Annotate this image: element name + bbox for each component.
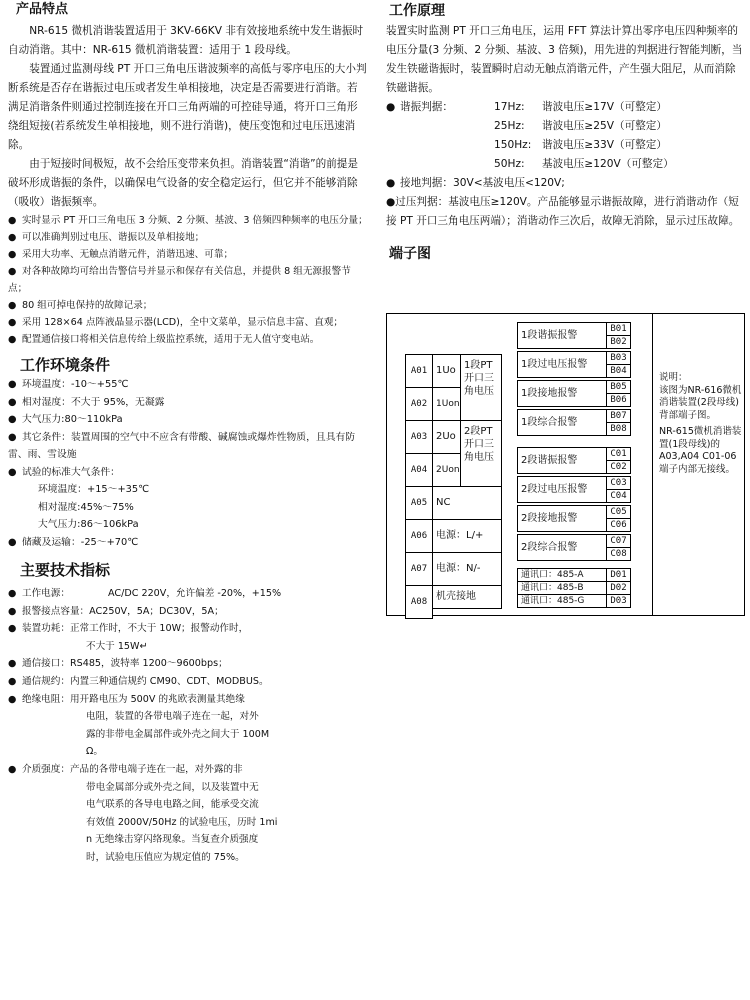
spec-row: ● 报警接点容量： AC250V，5A；DC30V，5A； <box>8 605 224 617</box>
terminal-d02: D02 <box>606 581 631 595</box>
terminal-a04: A04 <box>405 453 433 487</box>
b-group-3: 1段接地报警 <box>517 380 607 407</box>
b-group-4: 1段综合报警 <box>517 409 607 436</box>
list-item: ● 对各种故障均可给出告警信号并显示和保存有关信息，并提供 8 组无源报警节点； <box>8 266 351 294</box>
d-row-1: 通讯口：485-A <box>517 568 607 582</box>
terminal-a01: A01 <box>405 354 433 388</box>
env-title: 工作环境条件 <box>20 356 111 374</box>
terminal-title: 端子图 <box>389 246 431 262</box>
right-column <box>386 0 744 265</box>
list-item: ● 采用 128×64 点阵液晶显示器(LCD)，全中文菜单，显示信息丰富、直观； <box>8 317 344 328</box>
spec-row: ● 装置功耗： 正常工作时，不大于 10W；报警动作时， <box>8 623 249 635</box>
terminal-diagram <box>386 313 745 616</box>
terminal-b07: B07 <box>606 409 631 423</box>
spec-row: 带电金属部分或外壳之间，以及装置中无 <box>86 781 259 793</box>
features-para-3: 由于短接时间极短，故不会给压变带来负担。消谐装置“消谐”的前提是破坏形成谐振的条件，以确保电气设备的安全稳定运行，但它并不能够消除（吸收）谐振频率。 <box>8 158 358 208</box>
b-group-1: 1段谐振报警 <box>517 322 607 349</box>
spec-row: ● 通信接口： RS485，波特率 1200～9600bps； <box>8 658 228 670</box>
terminal-c04: C04 <box>606 489 631 503</box>
terminal-a02-name: 1Uon <box>432 387 461 421</box>
terminal-a06: A06 <box>405 519 433 553</box>
list-item: ● 大气压力:80～110kPa <box>8 414 123 425</box>
features-para-2: 装置通过监测母线 PT 开口三角电压谐波频率的高低与零序电压的大小判断系统是否存在谐振过电压或者发生单相接地，决定是否需要进行消谐。若满足消谐条件则通过控制连接在开口三角两端的可控硅导通，将开口三角形绕组短接(若系统发生单相接地，则不进行消谐)，使压变饱和过电压迅速消除。 <box>8 63 367 151</box>
terminal-a08-name: 机壳接地 <box>432 585 502 609</box>
terminal-a03-name: 2Uo <box>432 420 461 454</box>
spec-row: 不大于 15W↵ <box>86 640 148 652</box>
terminal-b02: B02 <box>606 335 631 349</box>
spec-row: ● 工作电源： AC/DC 220V，允许偏差 -20%，+15% <box>8 588 282 599</box>
list-item: ● 实时显示 PT 开口三角电压 3 分频、2 分频、基波、3 倍频四种频率的电压分量； <box>8 215 368 226</box>
c-group-2: 2段过电压报警 <box>517 476 607 503</box>
terminal-a07: A07 <box>405 552 433 586</box>
spec-list <box>8 585 368 867</box>
terminal-d01: D01 <box>606 568 631 582</box>
pt2-label: 2段PT开口三角电压 <box>460 420 502 487</box>
b-group-2: 1段过电压报警 <box>517 351 607 378</box>
c-group-4: 2段综合报警 <box>517 534 607 561</box>
terminal-c05: C05 <box>606 505 631 519</box>
c-group-1: 2段谐振报警 <box>517 447 607 474</box>
terminal-c07: C07 <box>606 534 631 548</box>
terminal-a02: A02 <box>405 387 433 421</box>
resonance-criteria: ● 谐振判据： 17Hz: 谐波电压≥17V（可整定） 25Hz: 谐波电压≥25V（可整定） 150Hz: 谐波电压≥33V（可整定） 50Hz: 基波电压≥120V（可整定） <box>386 101 674 170</box>
spec-row: Ω。 <box>86 746 103 758</box>
terminal-a06-name: 电源：L/+ <box>432 519 502 553</box>
ground-criteria: ● 接地判据：30V<基波电压<120V; <box>386 177 565 189</box>
list-item: ● 其它条件：装置周围的空气中不应含有带酸、碱腐蚀或爆炸性物质，且具有防雷、雨、雪设施 <box>8 431 356 460</box>
terminal-a07-name: 电源：N/- <box>432 552 502 586</box>
list-item: ● 储藏及运输：-25～+70℃ <box>8 536 139 548</box>
terminal-a08: A08 <box>405 585 433 619</box>
terminal-b06: B06 <box>606 393 631 407</box>
spec-row: 电气联系的各导电电路之间，能承受交流 <box>86 799 259 811</box>
diagram-note: 说明： 该图为NR-616微机消谐装置(2段母线)背部端子图。 NR-615微机消谐装置(1段母线)的A03,A04 C01-06端子内部无接线。 <box>659 372 742 475</box>
env-list <box>8 376 368 551</box>
terminal-a03: A03 <box>405 420 433 454</box>
principle-title: 工作原理 <box>389 3 445 19</box>
spec-row: ● 介质强度： 产品的各带电端子连在一起，对外露的非 <box>8 763 243 775</box>
terminal-c02: C02 <box>606 460 631 474</box>
terminal-b03: B03 <box>606 351 631 365</box>
list-item: ● 80 组可掉电保持的故障记录； <box>8 300 153 311</box>
list-item: ● 试验的标准大气条件： <box>8 466 120 478</box>
terminal-c08: C08 <box>606 547 631 561</box>
principle-para: 装置实时监测 PT 开口三角电压，运用 FFT 算法计算出零序电压四种频率的电压分量(3 分频、2 分频、基波、3 倍频)，用先进的判据进行智能判断，当发生铁磁谐振时，装置瞬时启动无触点消谐元件，产生强大阻尼，从而消除铁磁谐振。 <box>386 25 743 94</box>
terminal-a05: A05 <box>405 486 433 520</box>
env-sub-item: 大气压力:86～106kPa <box>38 519 139 530</box>
terminal-b01: B01 <box>606 322 631 336</box>
features-list <box>8 212 368 348</box>
spec-title: 主要技术指标 <box>20 561 111 579</box>
pt1-label: 1段PT开口三角电压 <box>460 354 502 421</box>
terminal-b05: B05 <box>606 380 631 394</box>
list-item: ● 配置通信接口将相关信息传给上级监控系统，适用于无人值守变电站。 <box>8 334 320 345</box>
spec-row: 电阻，装置的各带电端子连在一起，对外 <box>86 711 259 723</box>
list-item: ● 相对湿度：不大于 95%，无凝露 <box>8 396 165 408</box>
terminal-b04: B04 <box>606 364 631 378</box>
spec-row: 时，试验电压值应为规定值的 75%。 <box>86 851 245 863</box>
d-row-3: 通讯口：485-G <box>517 594 607 608</box>
terminal-c06: C06 <box>606 518 631 532</box>
env-sub-item: 相对湿度:45%～75% <box>38 501 134 513</box>
env-sub-item: 环境温度：+15～+35℃ <box>38 484 150 495</box>
list-item: ● 环境温度：-10～+55℃ <box>8 379 129 390</box>
c-group-3: 2段接地报警 <box>517 505 607 532</box>
spec-row: ● 通信规约： 内置三种通信规约 CM90、CDT、MODBUS。 <box>8 675 269 687</box>
d-row-2: 通讯口：485-B <box>517 581 607 595</box>
terminal-d03: D03 <box>606 594 631 608</box>
terminal-a04-name: 2Uon <box>432 453 461 487</box>
list-item: ● 可以准确判别过电压、谐振以及单相接地； <box>8 232 205 243</box>
list-item: ● 采用大功率、无触点消谐元件，消谐迅速、可靠； <box>8 249 234 260</box>
terminal-a01-name: 1Uo <box>432 354 461 388</box>
spec-row: 有效值 2000V/50Hz 的试验电压，历时 1mi <box>86 816 278 828</box>
spec-row: 露的非带电金属部件或外壳之间大于 100M <box>86 728 270 740</box>
features-para-1: NR-615 微机消谐装置适用于 3KV-66KV 非有效接地系统中发生谐振时自动消谐。其中：NR-615 微机消谐装置：适用于 1 段母线。 <box>8 25 364 56</box>
terminal-b08: B08 <box>606 422 631 436</box>
terminal-c01: C01 <box>606 447 631 461</box>
terminal-c03: C03 <box>606 476 631 490</box>
left-column <box>8 0 368 867</box>
divider <box>652 314 653 615</box>
features-title: 产品特点 <box>16 2 69 17</box>
terminal-a05-name: NC <box>432 486 502 520</box>
spec-row: n 无绝缘击穿闪络现象。当复查介质强度 <box>86 834 259 846</box>
over-criteria: ●过压判据：基波电压≥120V。产品能够显示谐振故障，进行消谐动作（短接 PT 开口三角电压两端）；消谐动作三次后，故障无消除，显示过压故障。 <box>386 196 740 227</box>
spec-row: ● 绝缘电阻： 用开路电压为 500V 的兆欧表测量其绝缘 <box>8 693 245 705</box>
